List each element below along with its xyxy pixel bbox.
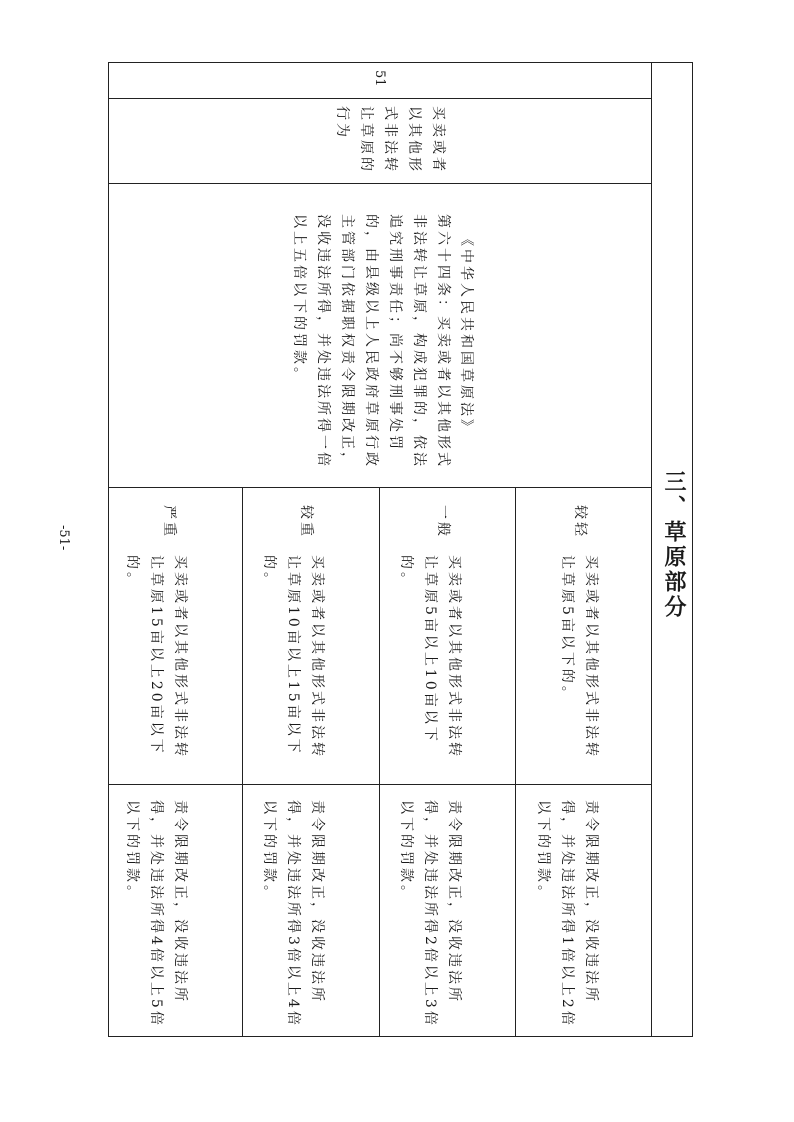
level-1-degree: 较轻 <box>572 505 588 539</box>
level-4-degree: 严重 <box>161 505 177 539</box>
legal-basis-article: 第六十四条：买卖或者以其他形式非法转让草原，构成犯罪的，依法追究刑事责任；尚不够刑事处罚的，由县级以上人民政府草原行政主管部门依据职权责令限期改正，没收违法所得，并处违法所得一倍以上五倍以下的罚款。 <box>291 214 451 469</box>
level-1-penalty: 责令限期改正，没收违法所得，并处违法所得1倍以上2倍以下的罚款。 <box>535 800 599 1028</box>
level-2-penalty: 责令限期改正，没收违法所得，并处违法所得2倍以上3倍以下的罚款。 <box>398 800 462 1028</box>
level-1-circumstance: 买卖或者以其他形式非法转让草原5亩以下的。 <box>559 555 599 759</box>
level-3-degree: 较重 <box>298 505 314 539</box>
level-divider-2 <box>379 487 380 1037</box>
level-4-circumstance: 买卖或者以其他形式非法转让草原15亩以上20亩以下的。 <box>124 555 188 759</box>
level-divider-1 <box>515 487 516 1037</box>
violation-behavior: 买卖或者以其他形式非法转让草原的行为 <box>334 106 446 174</box>
section-title: 三、草原部分 <box>661 470 686 620</box>
title-column-divider <box>651 62 652 1037</box>
page-number-inner: 51 <box>372 70 387 87</box>
level-2-circumstance: 买卖或者以其他形式非法转让草原5亩以上10亩以下的。 <box>398 555 462 759</box>
level-4-penalty: 责令限期改正，没收违法所得，并处违法所得4倍以上5倍以下的罚款。 <box>124 800 188 1028</box>
level-2-degree: 一般 <box>435 505 451 539</box>
level-divider-3 <box>242 487 243 1037</box>
level-3-penalty: 责令限期改正，没收违法所得，并处违法所得3倍以上4倍以下的罚款。 <box>261 800 325 1028</box>
level-3-circumstance: 买卖或者以其他形式非法转让草原10亩以上15亩以下的。 <box>261 555 325 759</box>
row-divider-violation <box>108 183 651 184</box>
page-number-side: -51- <box>56 525 71 551</box>
row-divider-top <box>108 98 651 99</box>
legal-basis-law-title: 《中华人民共和国草原法》 <box>458 232 474 436</box>
